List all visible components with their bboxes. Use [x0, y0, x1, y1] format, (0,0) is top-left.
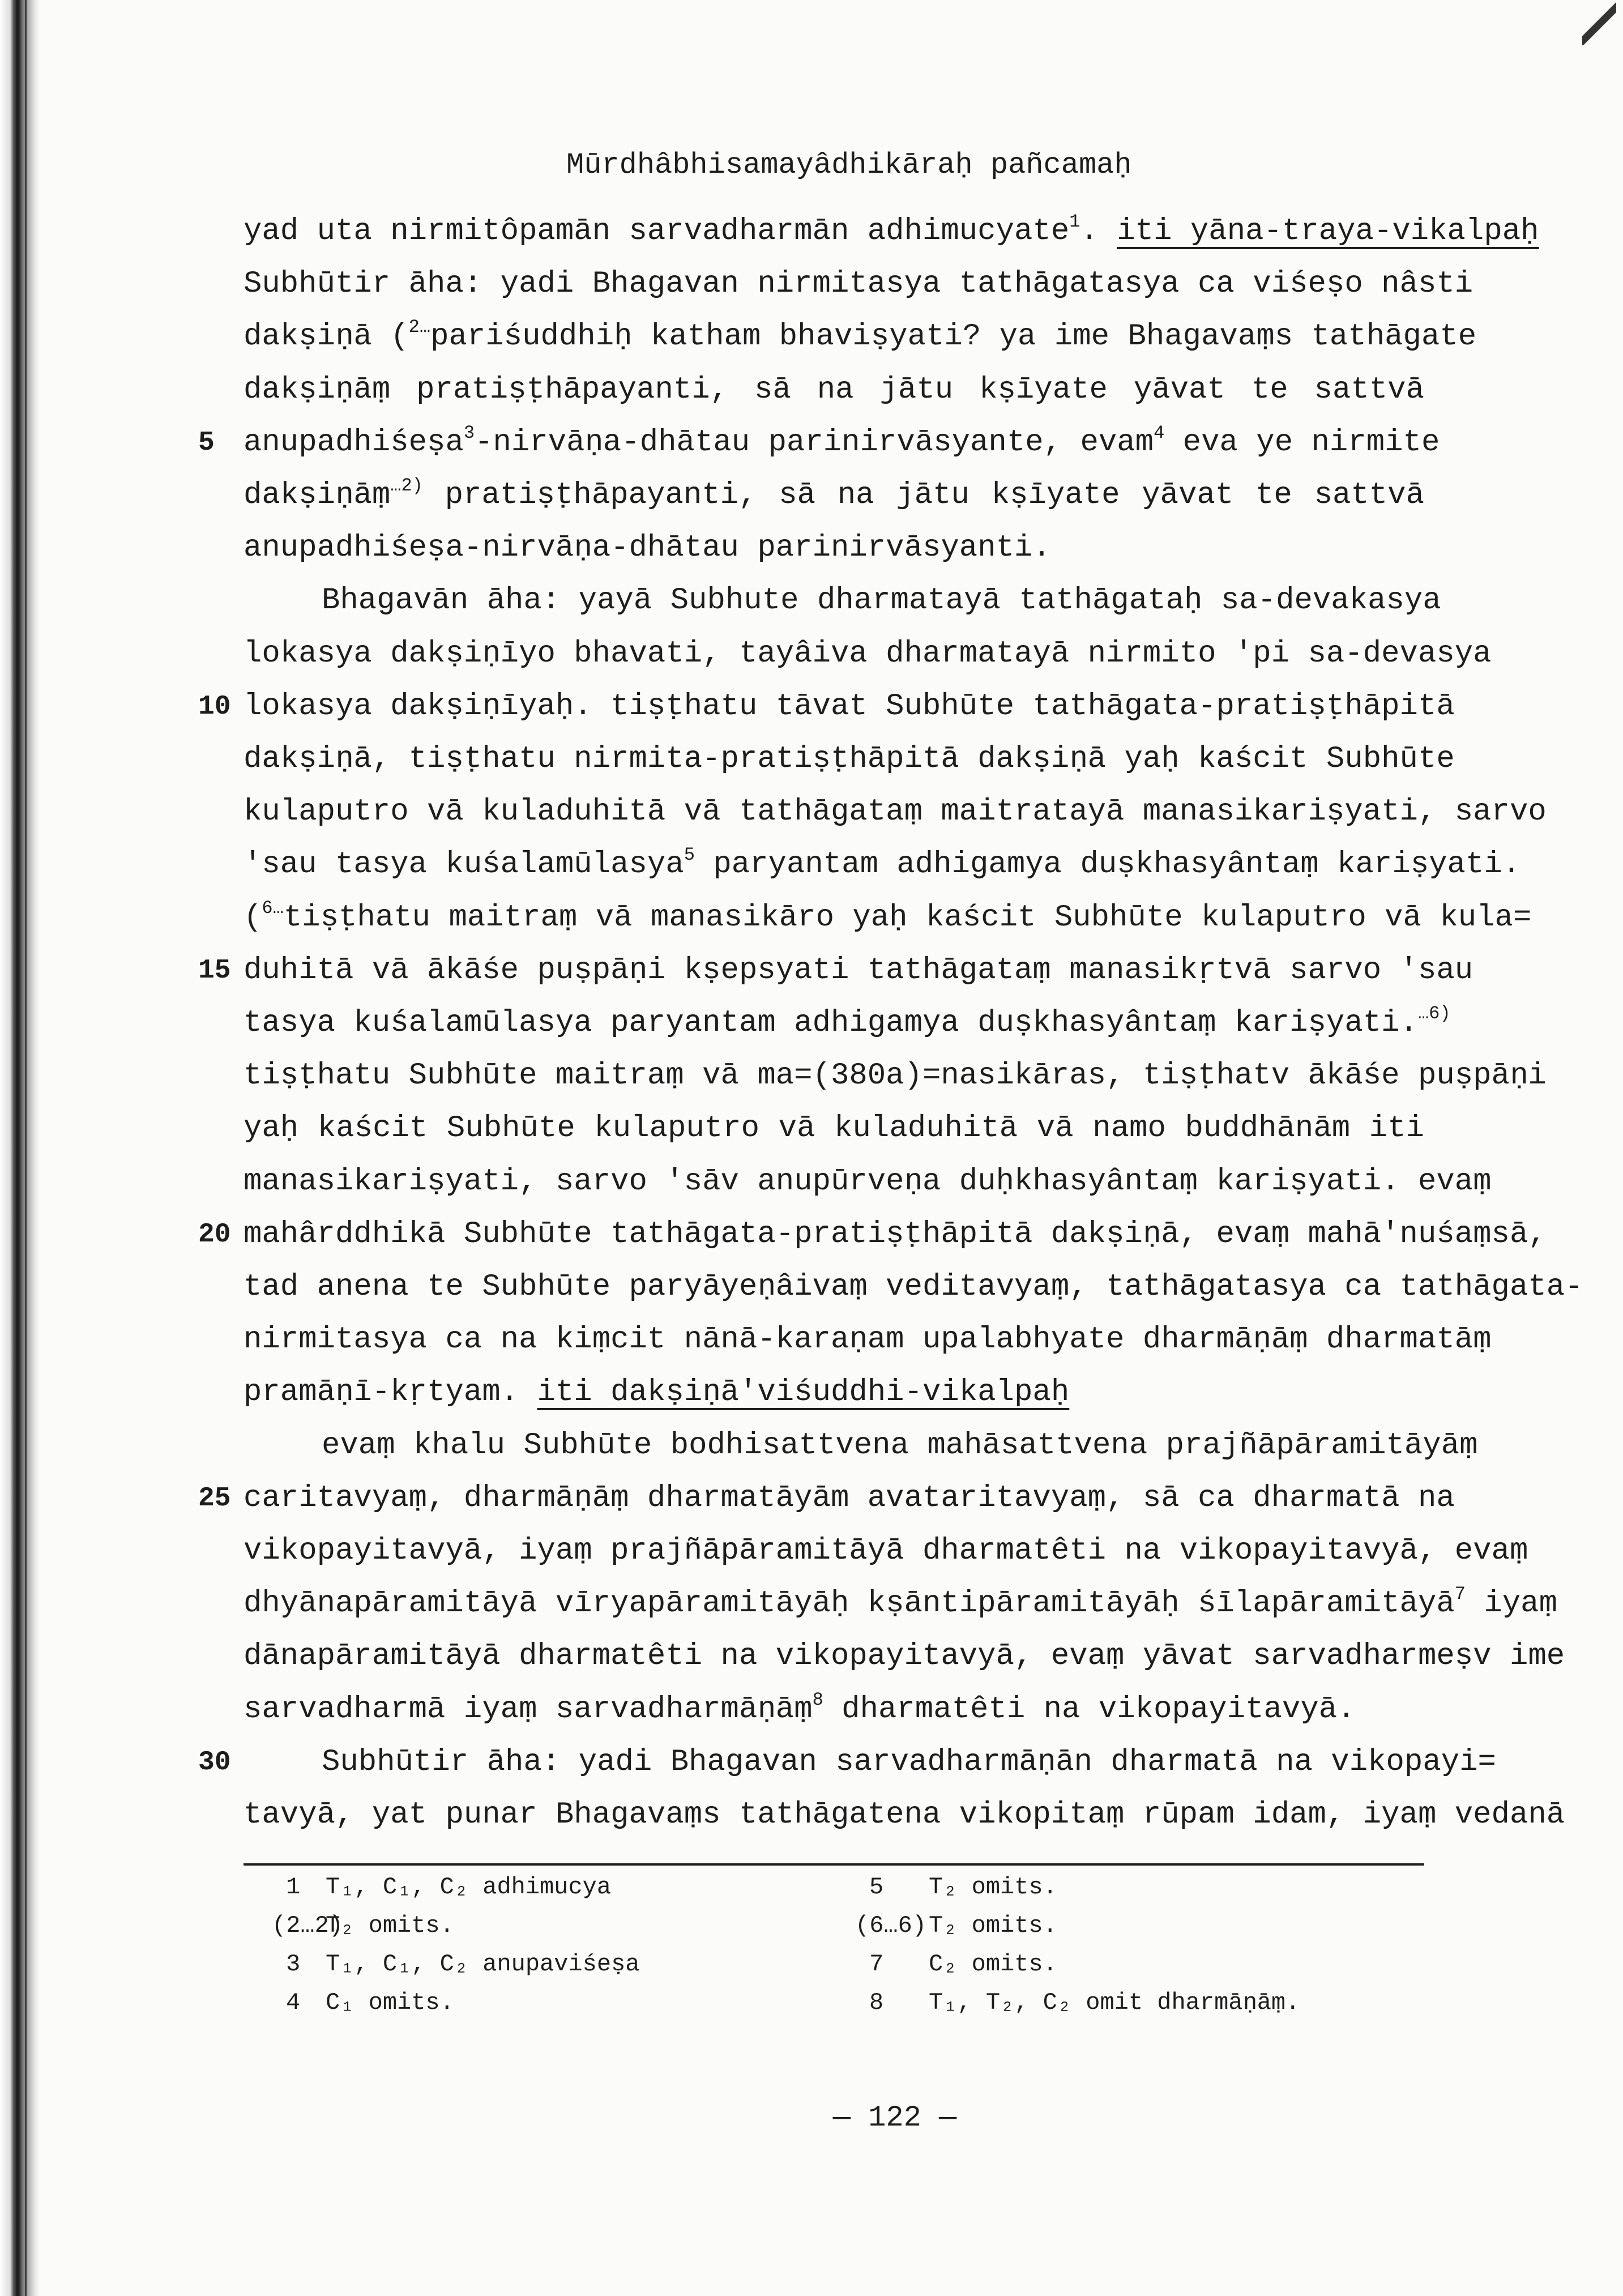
corner-mark: [1582, 0, 1616, 45]
text-line: [244, 1372, 1424, 1414]
line-text: anupadhiśeṣa: [244, 425, 464, 460]
footnote-ref: 2…: [408, 317, 431, 338]
line-number: 10: [198, 692, 231, 722]
line-text: caritavyaṃ, dharmāṇāṃ dharmatāyām avataritavyaṃ, sā ca dharmatā na: [244, 1481, 1455, 1516]
line-text: lokasya dakṣiṇīyaḥ. tiṣṭhatu tāvat Subhūte tathāgata-pratiṣṭhāpitā: [244, 689, 1455, 724]
line-text: duhitā vā ākāśe puṣpāṇi kṣepsyati tathāgataṃ manasikṛtvā sarvo 'sau: [244, 953, 1473, 988]
footnote-text: T₂ omits.: [326, 1912, 454, 1939]
line-text: dakṣiṇā, tiṣṭhatu nirmita-pratiṣṭhāpitā dakṣiṇā yaḥ kaścit Subhūte: [244, 742, 1455, 776]
footnote-ref: 6…: [262, 898, 284, 919]
text-line: [244, 1636, 1565, 1678]
text-line: [322, 1425, 1478, 1467]
text-line: [244, 211, 1539, 253]
text-line: [244, 1689, 1424, 1731]
footnote-ref: 5: [684, 844, 695, 865]
line-text: Subhūtir āha: yadi Bhagavan sarvadharmāṇān dharmatā na vikopayi=: [322, 1745, 1496, 1779]
footnote-ref: 1: [1069, 211, 1080, 232]
footnote-text: C₁ omits.: [326, 1989, 454, 2016]
spine-line: [16, 0, 19, 2296]
footnote-text: T₁, T₂, C₂ omit dharmāṇāṃ.: [929, 1989, 1300, 2016]
text-line: [244, 316, 1477, 358]
line-number: 30: [198, 1747, 231, 1778]
footnote-label: 8: [869, 1989, 884, 2016]
text-line: [244, 633, 1492, 675]
line-text: dakṣiṇā (: [244, 319, 409, 354]
footnote-label: 1: [286, 1873, 301, 1901]
line-text: sarvadharmā iyaṃ sarvadharmāṇāṃ: [244, 1692, 813, 1727]
text-line: [244, 369, 1424, 411]
text-line: [244, 1794, 1565, 1836]
text-line: [244, 475, 1424, 517]
section-marker: iti yāna-traya-vikalpaḥ: [1117, 214, 1539, 249]
line-text: mahârddhikā Subhūte tathāgata-pratiṣṭhāpitā dakṣiṇā, evaṃ mahā'nuśaṃsā,: [244, 1217, 1547, 1252]
line-text: tiṣṭhatu Subhūte maitraṃ vā ma=(380a)=nasikāras, tiṣṭhatv ākāśe puṣpāṇi: [244, 1059, 1547, 1093]
line-text: vikopayitavyā, iyaṃ prajñāpāramitāyā dharmatêti na vikopayitavyā, evaṃ: [244, 1534, 1528, 1568]
line-text: (: [244, 901, 262, 935]
footnote-ref: …6): [1417, 1003, 1451, 1024]
text-line: [244, 1266, 1583, 1308]
text-line: [244, 1055, 1547, 1097]
footnote-ref: 4: [1154, 423, 1165, 443]
footnote-label: (6…6): [855, 1912, 927, 1939]
text-line: [244, 1161, 1492, 1203]
footnote-ref: …2): [390, 475, 423, 496]
line-text: yaḥ kaścit Subhūte kulaputro vā kuladuhitā vā namo buddhānām iti: [244, 1111, 1424, 1146]
spine-line: [25, 0, 27, 2296]
line-text: pramāṇī-kṛtyam.: [244, 1375, 537, 1410]
footnote-text: C₂ omits.: [929, 1951, 1057, 1978]
text-line: [244, 950, 1473, 992]
text-line: [244, 1478, 1455, 1520]
line-text: eva ye nirmite: [1164, 425, 1440, 460]
text-line: [244, 527, 1424, 569]
footnote-ref: 8: [812, 1689, 823, 1710]
footnote-text: T₂ omits.: [929, 1873, 1057, 1901]
line-text: iyaṃ: [1465, 1586, 1557, 1621]
text-line: [244, 686, 1455, 728]
section-marker: iti dakṣiṇā'viśuddhi-vikalpaḥ: [537, 1375, 1070, 1410]
line-text: Subhūtir āha: yadi Bhagavan nirmitasya tathāgatasya ca viśeṣo nâsti: [244, 267, 1473, 301]
line-text: dhyānapāramitāyā vīryapāramitāyāḥ kṣāntipāramitāyāḥ śīlapāramitāyā: [244, 1586, 1455, 1621]
line-text: anupadhiśeṣa-nirvāṇa-dhātau parinirvāsyanti.: [244, 531, 1051, 565]
line-text: dharmatêti na vikopayitavyā.: [823, 1692, 1356, 1727]
line-text: lokasya dakṣiṇīyo bhavati, tayâiva dharmatayā nirmito 'pi sa-devasya: [244, 637, 1492, 671]
footnote-label: (2…2): [272, 1912, 344, 1939]
line-text: evaṃ khalu Subhūte bodhisattvena mahāsattvena prajñāpāramitāyāṃ: [322, 1428, 1478, 1463]
text-line: [244, 739, 1455, 780]
line-text: yad uta nirmitôpamān sarvadharmān adhimucyate: [244, 214, 1070, 249]
footnote-ref: 3: [463, 423, 475, 443]
line-text: paryantam adhigamya duṣkhasyântaṃ kariṣyati.: [694, 847, 1521, 882]
footnote-text: T₁, C₁, C₂ anupaviśeṣa: [326, 1951, 640, 1978]
line-text: kulaputro vā kuladuhitā vā tathāgataṃ maitratayā manasikariṣyati, sarvo: [244, 795, 1547, 829]
text-line: [244, 897, 1532, 939]
line-text: tavyā, yat punar Bhagavaṃs tathāgatena vikopitaṃ rūpam idam, iyaṃ vedanā: [244, 1798, 1565, 1832]
footnote-label: 4: [286, 1989, 301, 2016]
line-text: Bhagavān āha: yayā Subhute dharmatayā tathāgataḥ sa-devakasya: [322, 583, 1441, 618]
line-text: pratiṣṭhāpayanti, sā na jātu kṣīyate yāvat te sattvā: [422, 478, 1424, 513]
text-line: [244, 422, 1440, 464]
footnote-label: 5: [869, 1873, 884, 1901]
footnote-label: 3: [286, 1951, 301, 1978]
line-text: tad anena te Subhūte paryāyeṇâivaṃ veditavyaṃ, tathāgatasya ca tathāgata-: [244, 1270, 1583, 1304]
line-text: nirmitasya ca na kiṃcit nānā-karaṇam upalabhyate dharmāṇāṃ dharmatāṃ: [244, 1322, 1492, 1357]
line-text: dakṣiṇāṃ: [244, 478, 391, 513]
line-text: dānapāramitāyā dharmatêti na vikopayitavyā, evaṃ yāvat sarvadharmeṣv ime: [244, 1639, 1565, 1674]
line-text: -nirvāṇa-dhātau parinirvāsyante, evam: [475, 425, 1154, 460]
line-text: pariśuddhiḥ katham bhaviṣyati? ya ime Bhagavaṃs tathāgate: [430, 319, 1477, 354]
text-line: [244, 1583, 1557, 1625]
line-text: tasya kuśalamūlasya paryantam adhigamya duṣkhasyântaṃ kariṣyati.: [244, 1006, 1418, 1040]
footnote-text: T₁, C₁, C₂ adhimucya: [326, 1873, 612, 1901]
text-line: [244, 1530, 1528, 1572]
line-text: dakṣiṇāṃ pratiṣṭhāpayanti, sā na jātu kṣīyate yāvat te sattvā: [244, 373, 1424, 407]
footnote-ref: 7: [1454, 1584, 1466, 1604]
text-line: [244, 1319, 1492, 1361]
footnote-text: T₂ omits.: [929, 1912, 1057, 1939]
line-number: 5: [198, 428, 215, 458]
line-text: .: [1080, 214, 1099, 249]
text-line: [244, 1214, 1547, 1256]
text-line: [322, 1742, 1496, 1783]
footnote-label: 7: [869, 1951, 884, 1978]
running-header: Mūrdhâbhisamayâdhikāraḥ pañcamaḥ: [566, 148, 1132, 182]
line-text: 'sau tasya kuśalamūlasya: [244, 847, 684, 882]
line-text: manasikariṣyati, sarvo 'sāv anupūrveṇa duḥkhasyântaṃ kariṣyati. evaṃ: [244, 1164, 1492, 1199]
text-line: [244, 1108, 1424, 1150]
text-line: [244, 844, 1521, 886]
line-number: 15: [198, 955, 231, 986]
text-line: [244, 263, 1473, 305]
book-spine-shadow: [0, 0, 40, 2296]
line-text: tiṣṭhatu maitraṃ vā manasikāro yaḥ kaścit Subhūte kulaputro vā kula=: [283, 901, 1532, 935]
page-number: — 122 —: [832, 2101, 957, 2135]
line-number: 25: [198, 1483, 231, 1514]
text-line: [244, 1002, 1451, 1044]
footnote-rule: [244, 1863, 1424, 1866]
text-line: [322, 580, 1441, 622]
line-number: 20: [198, 1219, 231, 1250]
text-line: [244, 791, 1547, 833]
